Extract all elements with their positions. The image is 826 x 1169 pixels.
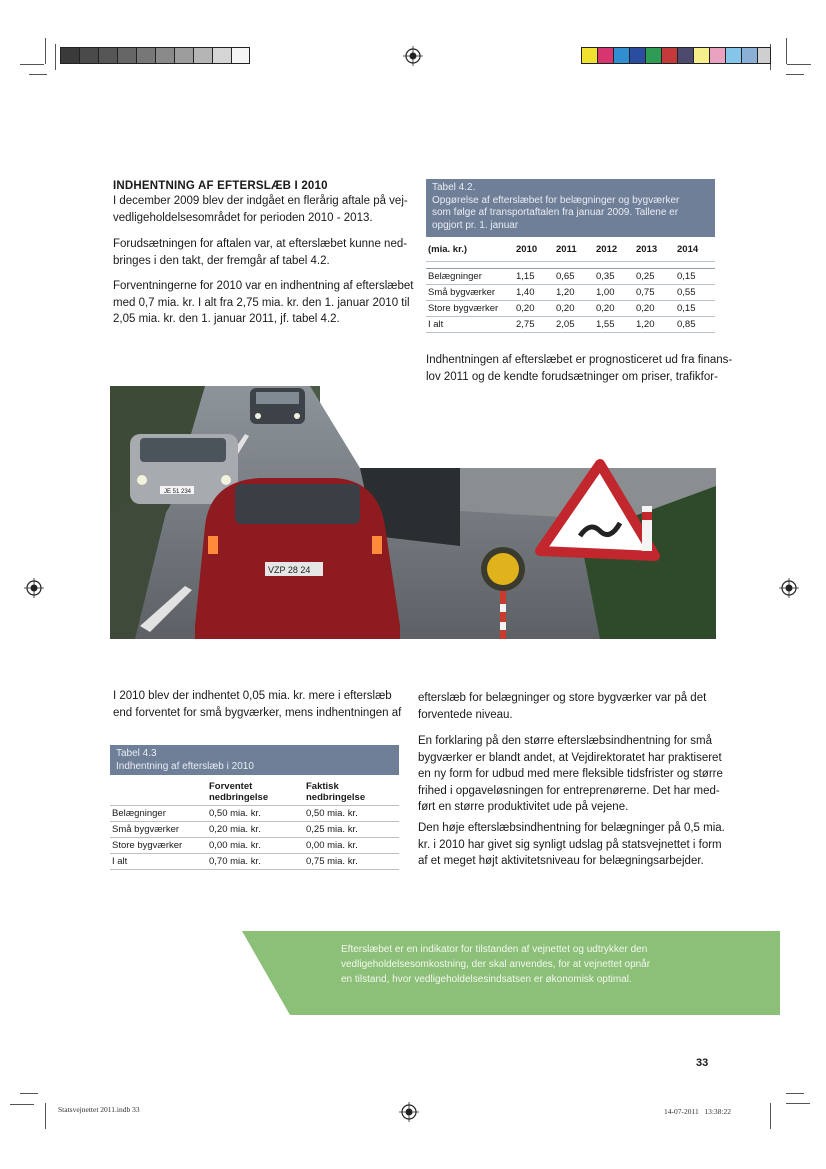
table-row: Store bygværker 0,00 mia. kr. 0,00 mia. kr. — [110, 838, 399, 854]
intro-paragraph: I december 2009 blev der indgået en flerårig aftale på vej- vedligeholdelsesområdet for perioden 2010 - 2013. — [113, 195, 408, 224]
lower-left-paragraph: I 2010 blev der indhentet 0,05 mia. kr. mere i efterslæb end forventet for små bygværker, mens indhentningen af — [113, 690, 402, 719]
table-4-2 — [426, 237, 715, 333]
table-row: Store bygværker 0,20 0,20 0,20 0,20 0,15 — [426, 301, 715, 317]
table-row: I alt 2,75 2,05 1,55 1,20 0,85 — [426, 317, 715, 333]
section-heading: INDHENTNING AF EFTERSLÆB I 2010 — [113, 180, 328, 192]
table-header-row: (mia. kr.) 2010 2011 2012 2013 2014 — [426, 237, 715, 262]
table-row: I alt 0,70 mia. kr. 0,75 mia. kr. — [110, 854, 399, 870]
registration-mark-icon — [403, 46, 423, 66]
registration-mark-icon — [24, 578, 44, 598]
registration-mark-icon — [399, 1102, 419, 1122]
plate-front: JE 51 234 — [164, 489, 192, 495]
callout-text: Efterslæbet er en indikator for tilstanden af vejnettet og udtrykker den vedligeholdelsesomkostning, der skal anvendes, for at vejnettet opnår en tilstand, hvor vedligeholdelsesindsatsen er økonomisk optimal. — [341, 944, 651, 985]
expectation-paragraph: Forventningerne for 2010 var en indhentning af efterslæbet med 0,7 mia. kr. I alt fra 2,75 mia. kr. den 1. januar 2010 til 2,05 mia. kr. den 1. januar 2011, jf. tabel 4.2. — [113, 280, 414, 325]
table-4-3-caption: Tabel 4.3 Indhentning af efterslæb i 2010 — [110, 745, 399, 775]
color-calibration-bar — [581, 47, 771, 64]
lower-right-paragraph-2: En forklaring på den større efterslæbsindhentning for små bygværker er blandt andet, at Vejdirektoratet har praktiseret en ny form for udbud med mere fleksible tidsfrister og større frihed i opgaveløsningen for entreprenørerne. Det har med- ført en større produktivitet ude på vejene. — [418, 735, 723, 813]
table-row: Små bygværker 1,40 1,20 1,00 0,75 0,55 — [426, 285, 715, 301]
plate-car: VZP 28 24 — [268, 565, 311, 575]
table-header-row: Forventet nedbringelse Faktisk nedbringelse — [110, 775, 399, 806]
grayscale-calibration-bar — [60, 47, 250, 64]
table-4-3 — [110, 775, 399, 870]
road-photo — [110, 386, 716, 639]
assumption-paragraph: Forudsætningen for aftalen var, at efterslæbet kunne ned- bringes i den takt, der fremgår af tabel 4.2. — [113, 238, 408, 267]
table-row: Belægninger 0,50 mia. kr. 0,50 mia. kr. — [110, 806, 399, 822]
page-number: 33 — [696, 1057, 709, 1069]
footer-timestamp: 14-07-2011 13:38:22 — [664, 1107, 732, 1116]
table-4-2-caption: Tabel 4.2. Opgørelse af efterslæbet for belægninger og bygværker som følge af transportaftalen fra januar 2009. Tallene er opgjort pr. 1. januar — [426, 179, 715, 237]
lower-right-paragraph-3: Den høje efterslæbsindhentning for belægninger på 0,5 mia. kr. i 2010 har givet sig synligt udslag på statsvejnettet i form af et meget højt aktivitetsniveau for belægningsarbejder. — [418, 822, 725, 867]
lower-right-paragraph-1: efterslæb for belægninger og store bygværker var på det forventede niveau. — [418, 692, 707, 721]
registration-mark-icon — [779, 578, 799, 598]
table-row: Belægninger 1,15 0,65 0,35 0,25 0,15 — [426, 269, 715, 285]
forecast-paragraph: Indhentningen af efterslæbet er prognosticeret ud fra finans- lov 2011 og de kendte forudsætninger om priser, trafikfor- — [426, 354, 733, 383]
footer-file: Statsvejnettet 2011.indb 33 — [58, 1105, 140, 1114]
table-row: Små bygværker 0,20 mia. kr. 0,25 mia. kr. — [110, 822, 399, 838]
